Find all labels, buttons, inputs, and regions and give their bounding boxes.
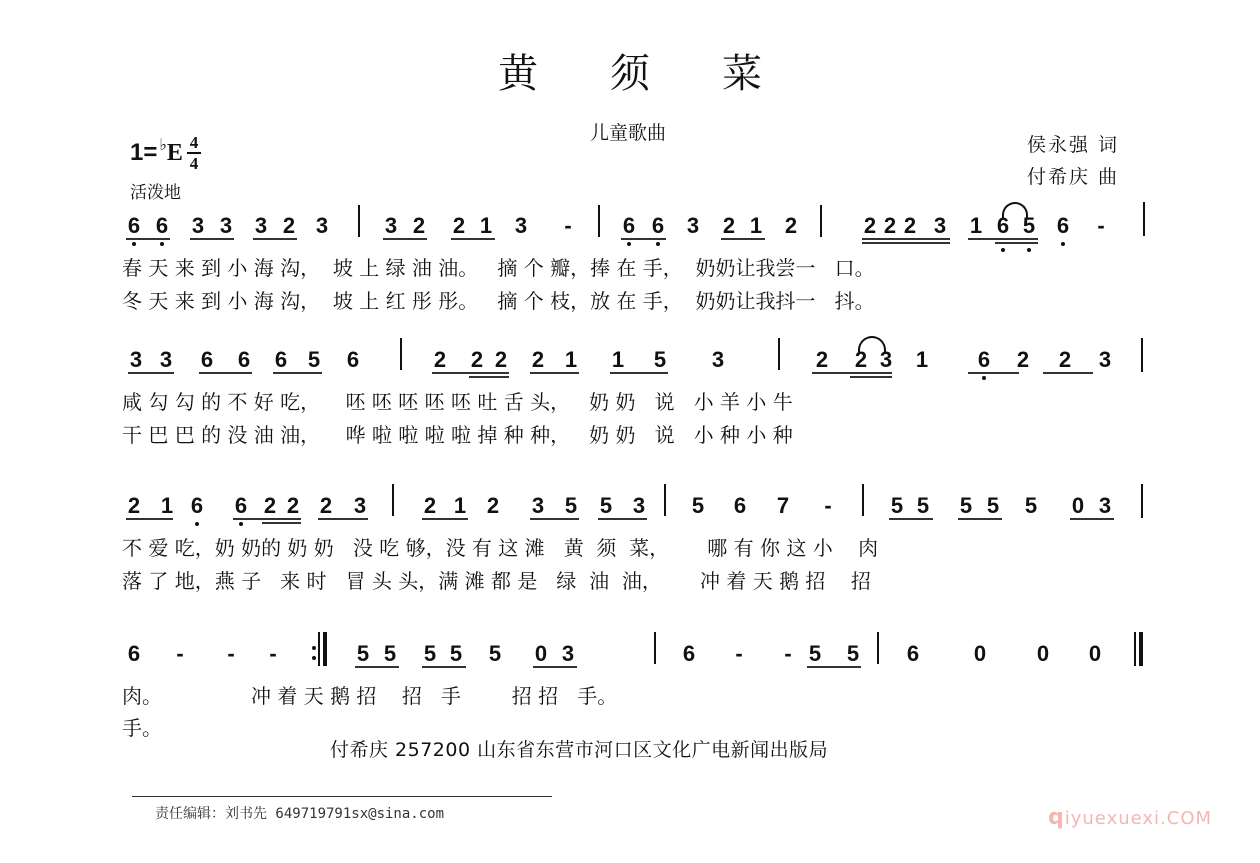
- note: 6: [127, 213, 141, 238]
- note: 5: [1022, 213, 1036, 238]
- note: 0: [534, 641, 548, 666]
- note: 3: [1098, 347, 1112, 372]
- note: 2: [863, 213, 877, 238]
- note: -: [176, 641, 184, 666]
- slur: [1002, 202, 1028, 218]
- note: 6: [200, 347, 214, 372]
- note: 5: [808, 641, 822, 666]
- time-bottom: 4: [189, 154, 199, 173]
- note: 1: [611, 347, 625, 372]
- time-signature: [187, 134, 201, 172]
- underline: [807, 666, 861, 668]
- watermark-logo-icon: q: [1048, 805, 1065, 830]
- note: 6: [274, 347, 288, 372]
- song-genre: 儿童歌曲: [590, 122, 667, 144]
- underline: [862, 238, 950, 240]
- barline: [598, 205, 600, 237]
- flat-icon: ♭: [159, 137, 167, 154]
- composer-credit: 付希庆 曲: [1027, 166, 1120, 188]
- note: -: [269, 641, 277, 666]
- underline: [889, 518, 933, 520]
- barline: [1141, 484, 1143, 518]
- lyricist-credit: 侯永强 词: [1027, 134, 1120, 156]
- underline: [968, 238, 1038, 240]
- note: -: [824, 493, 832, 518]
- note: 3: [384, 213, 398, 238]
- note: 1: [479, 213, 493, 238]
- lyric-line-2: 落 了 地，燕 子 来 时 冒 头 头，满 滩 都 是 绿 油 油， 冲 着 天 鹅 招 招: [122, 569, 871, 593]
- note: 2: [423, 493, 437, 518]
- note: 3: [514, 213, 528, 238]
- note: 2: [412, 213, 426, 238]
- underline: [451, 238, 495, 240]
- note: 6: [906, 641, 920, 666]
- lyric-line-1: 肉。 冲 着 天 鹅 招 招 手 招 招 手。: [122, 684, 618, 708]
- underline: [190, 238, 234, 240]
- note: 6: [155, 213, 169, 238]
- note: 7: [776, 493, 790, 518]
- underline: [233, 518, 301, 520]
- underline: [598, 518, 647, 520]
- editor-credit: 责任编辑：刘书先 649719791sx@sina.com: [155, 806, 445, 822]
- barline: [400, 338, 402, 370]
- barline: [862, 484, 864, 516]
- note: 1: [160, 493, 174, 518]
- note: 5: [653, 347, 667, 372]
- note: 5: [890, 493, 904, 518]
- lyric-line-1: 春 天 来 到 小 海 沟， 坡 上 绿 油 油。 摘 个 瓣，捧 在 手， 奶奶让我尝一 口。: [122, 256, 875, 280]
- underline: [530, 372, 579, 374]
- note: 6: [234, 493, 248, 518]
- note: 5: [356, 641, 370, 666]
- underline: [469, 376, 509, 378]
- site-watermark: [1048, 805, 1212, 830]
- barline: [358, 205, 360, 237]
- key-one-equals: 1=: [130, 139, 158, 166]
- note: 1: [915, 347, 929, 372]
- note: 2: [286, 493, 300, 518]
- underline: [995, 242, 1038, 244]
- barline: [1143, 202, 1145, 236]
- note: 3: [129, 347, 143, 372]
- note: 3: [353, 493, 367, 518]
- note: 5: [986, 493, 1000, 518]
- note: 5: [307, 347, 321, 372]
- repeat-barline-thick: [323, 632, 327, 666]
- barline: [654, 632, 656, 664]
- note: 3: [219, 213, 233, 238]
- time-top: 4: [189, 133, 199, 152]
- note: 3: [686, 213, 700, 238]
- note: 2: [1016, 347, 1030, 372]
- note: 6: [237, 347, 251, 372]
- note: 5: [691, 493, 705, 518]
- barline: [778, 338, 780, 370]
- note: -: [735, 641, 743, 666]
- underline: [958, 518, 1002, 520]
- note: 2: [784, 213, 798, 238]
- composer-contact: 付希庆 257200 山东省东营市河口区文化广电新闻出版局: [330, 739, 829, 761]
- slur: [858, 336, 886, 352]
- note: 6: [1056, 213, 1070, 238]
- note: 2: [494, 347, 508, 372]
- note: 5: [449, 641, 463, 666]
- underline: [533, 666, 577, 668]
- note: 6: [127, 641, 141, 666]
- tempo-marking: 活泼地: [130, 183, 181, 203]
- note: 3: [315, 213, 329, 238]
- repeat-barline-thin: [318, 632, 320, 666]
- note: 5: [1024, 493, 1038, 518]
- note: -: [784, 641, 792, 666]
- note: 3: [531, 493, 545, 518]
- note: -: [564, 213, 572, 238]
- note: 3: [711, 347, 725, 372]
- lyric-line-2: 手。: [122, 716, 162, 740]
- note: 2: [433, 347, 447, 372]
- note: 2: [815, 347, 829, 372]
- note: 5: [916, 493, 930, 518]
- underline: [126, 518, 173, 520]
- underline: [422, 518, 468, 520]
- note: 3: [561, 641, 575, 666]
- underline: [1070, 518, 1114, 520]
- key-note: E: [166, 139, 183, 166]
- underline: [253, 238, 297, 240]
- underline: [199, 372, 252, 374]
- underline: [862, 242, 950, 244]
- note: 6: [733, 493, 747, 518]
- note: 5: [423, 641, 437, 666]
- note: 3: [933, 213, 947, 238]
- repeat-dot: [312, 656, 316, 660]
- note: 2: [854, 347, 868, 372]
- note: 2: [452, 213, 466, 238]
- barline: [664, 484, 666, 516]
- note: 0: [1088, 641, 1102, 666]
- note: 2: [470, 347, 484, 372]
- underline: [273, 372, 322, 374]
- dot-low: [1027, 248, 1031, 252]
- underline: [262, 522, 301, 524]
- note: 5: [488, 641, 502, 666]
- note: 2: [486, 493, 500, 518]
- underline: [812, 372, 892, 374]
- barline: [1141, 338, 1143, 372]
- note: 2: [127, 493, 141, 518]
- note: 6: [190, 493, 204, 518]
- note: 5: [959, 493, 973, 518]
- footer-divider: [132, 796, 552, 797]
- note: -: [1097, 213, 1105, 238]
- note: 5: [383, 641, 397, 666]
- note: 6: [996, 213, 1010, 238]
- note: 1: [969, 213, 983, 238]
- note: 3: [254, 213, 268, 238]
- underline: [850, 376, 892, 378]
- underline: [721, 238, 765, 240]
- note: 1: [453, 493, 467, 518]
- note: 5: [564, 493, 578, 518]
- note: 5: [599, 493, 613, 518]
- note: 0: [1036, 641, 1050, 666]
- note: 1: [564, 347, 578, 372]
- note: 2: [883, 213, 897, 238]
- barline: [877, 632, 879, 664]
- note: 2: [722, 213, 736, 238]
- underline: [355, 666, 399, 668]
- watermark-text: iyuexuexi.COM: [1064, 808, 1213, 829]
- song-title: 黄须菜: [498, 51, 834, 97]
- note: 3: [159, 347, 173, 372]
- barline: [392, 484, 394, 516]
- key-signature: [130, 134, 201, 172]
- note: 2: [531, 347, 545, 372]
- underline: [126, 238, 170, 240]
- note: 5: [846, 641, 860, 666]
- underline: [530, 518, 579, 520]
- final-barline-thick: [1139, 632, 1143, 666]
- note: 0: [973, 641, 987, 666]
- note: 6: [682, 641, 696, 666]
- underline: [422, 666, 466, 668]
- barline: [820, 205, 822, 237]
- repeat-dot: [312, 646, 316, 650]
- underline: [610, 372, 668, 374]
- underline: [128, 372, 174, 374]
- underline: [383, 238, 427, 240]
- note: 3: [632, 493, 646, 518]
- lyric-line-1: 咸 勾 勾 的 不 好 吃， 呸 呸 呸 呸 呸 吐 舌 头， 奶 奶 说 小 羊 小 牛: [122, 390, 793, 414]
- note: 6: [977, 347, 991, 372]
- underline: [318, 518, 368, 520]
- underline: [1043, 372, 1093, 374]
- note: 2: [282, 213, 296, 238]
- dot-low: [1001, 248, 1005, 252]
- note: 2: [1058, 347, 1072, 372]
- note: 0: [1071, 493, 1085, 518]
- note: 2: [263, 493, 277, 518]
- note: 2: [319, 493, 333, 518]
- lyric-line-2: 干 巴 巴 的 没 油 油， 哗 啦 啦 啦 啦 掉 种 种， 奶 奶 说 小 种 小 种: [122, 423, 793, 447]
- note: 6: [346, 347, 360, 372]
- note: 3: [879, 347, 893, 372]
- lyric-line-1: 不 爱 吃，奶 奶的 奶 奶 没 吃 够，没 有 这 滩 黄 须 菜， 哪 有 你 这 小 肉: [122, 536, 879, 560]
- note: 3: [191, 213, 205, 238]
- underline: [968, 372, 1019, 374]
- note: 3: [1098, 493, 1112, 518]
- note: -: [227, 641, 235, 666]
- underline: [621, 238, 666, 240]
- note: 1: [749, 213, 763, 238]
- note: 6: [622, 213, 636, 238]
- note: 2: [903, 213, 917, 238]
- final-barline-thin: [1134, 632, 1136, 666]
- note: 6: [651, 213, 665, 238]
- lyric-line-2: 冬 天 来 到 小 海 沟， 坡 上 红 彤 彤。 摘 个 枝，放 在 手， 奶奶让我抖一 抖。: [122, 289, 875, 313]
- underline: [432, 372, 509, 374]
